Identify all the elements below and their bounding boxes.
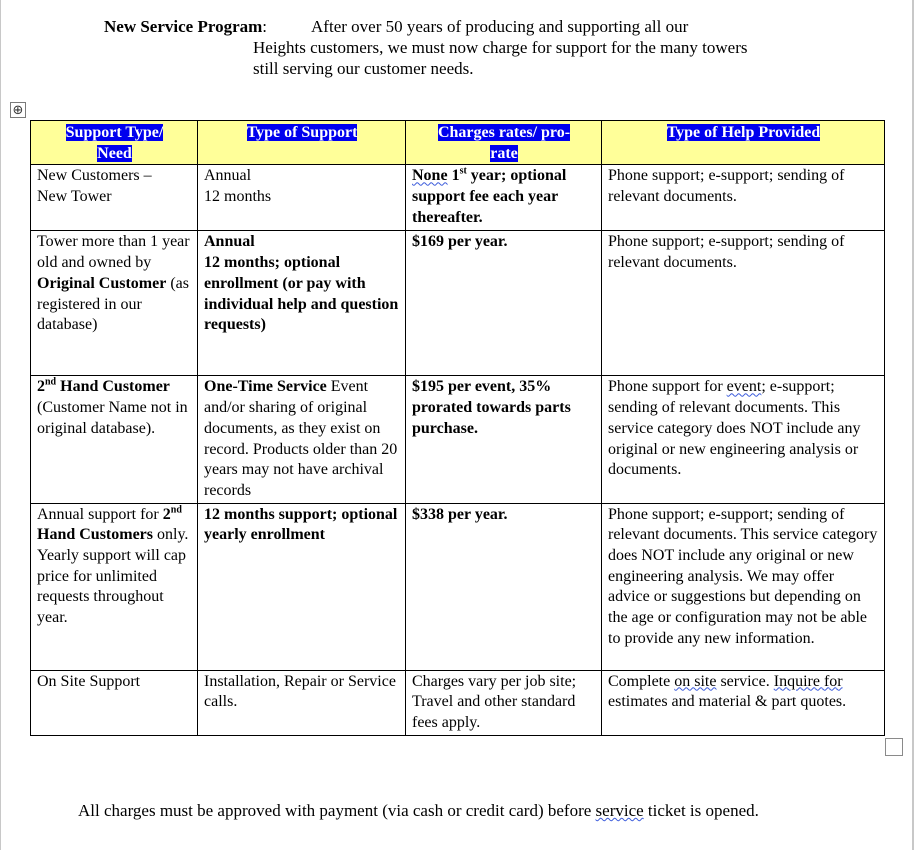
table-move-handle[interactable] <box>10 102 26 118</box>
cell-help: Phone support for event; e-support; sending of relevant documents. This service category does NOT include any original or new engineering analysis or documents. <box>602 376 885 503</box>
header-type-of-support: Type of Support <box>198 121 406 165</box>
cell-need: Tower more than 1 year old and owned by Original Customer (as registered in our database) <box>31 231 198 376</box>
intro-line-1: After over 50 years of producing and supporting all our <box>311 17 689 36</box>
cell-support: Installation, Repair or Service calls. <box>198 670 406 735</box>
footer-note: All charges must be approved with payment (via cash or credit card) before service ticket is opened. <box>78 801 759 820</box>
cell-need: Annual support for 2nd Hand Customers only. Yearly support will cap price for unlimited requests throughout year. <box>31 503 198 670</box>
cell-support: One-Time Service Event and/or sharing of original documents, as they exist on record. Products older than 20 years may not have archival records <box>198 376 406 503</box>
intro-line-3: still serving our customer needs. <box>253 59 474 78</box>
cell-need: New Customers – New Tower <box>31 165 198 231</box>
cell-charge: Charges vary per job site; Travel and other standard fees apply. <box>406 670 602 735</box>
cell-support: Annual 12 months; optional enrollment (or pay with individual help and question requests) <box>198 231 406 376</box>
intro-label: New Service Program <box>104 17 263 36</box>
cell-charge: $338 per year. <box>406 503 602 670</box>
header-charges-rates: Charges rates/ pro- rate <box>406 121 602 165</box>
intro-paragraph <box>104 16 824 79</box>
cell-need: On Site Support <box>31 670 198 735</box>
service-table <box>30 120 885 736</box>
cell-need: 2nd Hand Customer (Customer Name not in original database). <box>31 376 198 503</box>
table-row <box>31 376 885 503</box>
cell-charge: None 1st year; optional support fee each year thereafter. <box>406 165 602 231</box>
cell-help: Complete on site service. Inquire for estimates and material & part quotes. <box>602 670 885 735</box>
cell-support: 12 months support; optional yearly enrollment <box>198 503 406 670</box>
table-row <box>31 165 885 231</box>
header-support-type: Support Type/ Need <box>31 121 198 165</box>
table-row <box>31 670 885 735</box>
table-resize-handle[interactable] <box>885 738 903 756</box>
table-row <box>31 231 885 376</box>
table-row <box>31 503 885 670</box>
table-header-row <box>31 121 885 165</box>
cell-help: Phone support; e-support; sending of relevant documents. This service category does NOT include any original or new engineering analysis. We may offer advice or suggestions but depending on the age or configuration may not be able to provide any new information. <box>602 503 885 670</box>
intro-colon: : <box>262 17 268 36</box>
page-edge <box>0 0 1 850</box>
intro-line-2: Heights customers, we must now charge for support for the many towers <box>253 38 748 57</box>
move-cross-icon: ⊕ <box>12 102 24 118</box>
cell-charge: $169 per year. <box>406 231 602 376</box>
cell-support: Annual 12 months <box>198 165 406 231</box>
cell-help: Phone support; e-support; sending of relevant documents. <box>602 231 885 376</box>
cell-charge: $195 per event, 35% prorated towards parts purchase. <box>406 376 602 503</box>
cell-help: Phone support; e-support; sending of relevant documents. <box>602 165 885 231</box>
header-type-of-help: Type of Help Provided <box>602 121 885 165</box>
